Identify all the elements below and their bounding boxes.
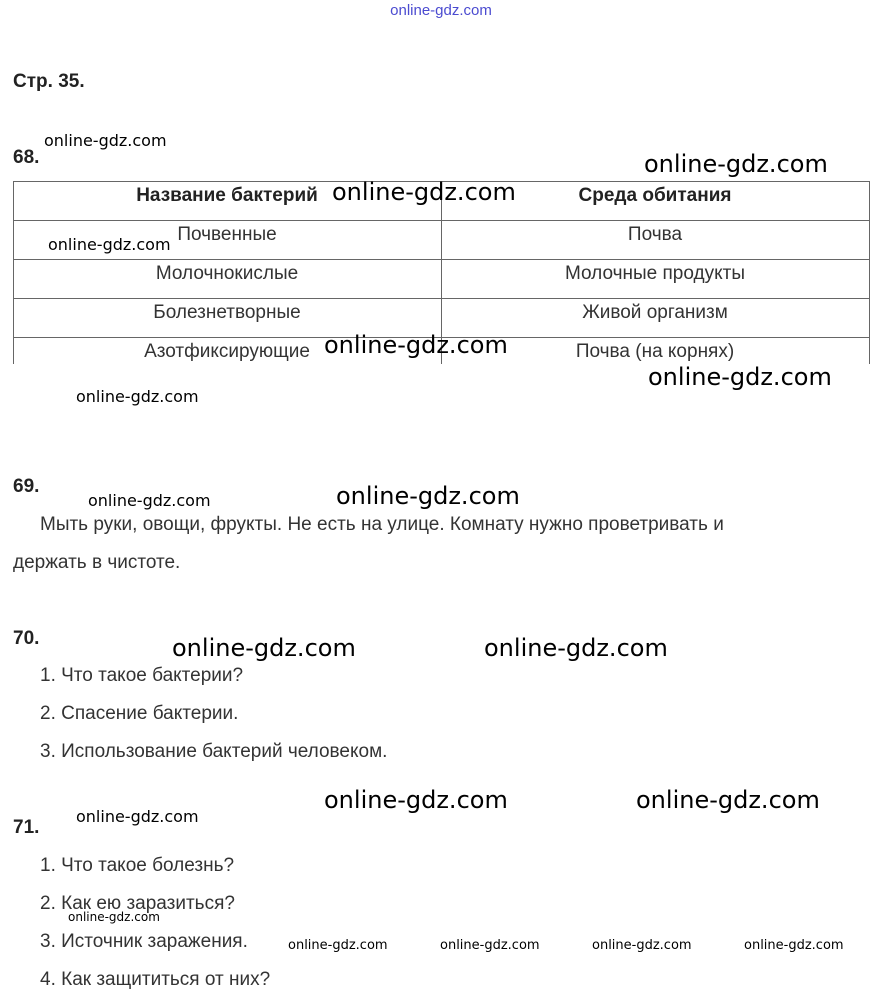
watermark: online-gdz.com: [484, 634, 668, 662]
table-cell: Молочнокислые: [155, 263, 299, 284]
watermark: online-gdz.com: [288, 938, 388, 953]
table-cell: Болезнетворные: [153, 302, 301, 323]
watermark: online-gdz.com: [68, 910, 160, 924]
watermark: online-gdz.com: [440, 938, 540, 953]
table-cell: Почвенные: [177, 224, 277, 245]
task-70-number: 70.: [13, 628, 40, 649]
list-item: 3. Использование бактерий человеком.: [40, 741, 388, 762]
table-cell: Почва (на корнях): [575, 341, 735, 362]
watermark: online-gdz.com: [336, 482, 520, 510]
task-71-number: 71.: [13, 817, 40, 838]
watermark: online-gdz.com: [744, 938, 844, 953]
page-label: Стр. 35.: [13, 71, 85, 92]
watermark: online-gdz.com: [48, 235, 171, 254]
watermark: online-gdz.com: [636, 786, 820, 814]
watermark: online-gdz.com: [88, 491, 211, 510]
watermark: online-gdz.com: [172, 634, 356, 662]
table-header-name: Название бактерий: [136, 185, 318, 206]
table-cell: Молочные продукты: [564, 263, 745, 284]
task-69-line-1: Мыть руки, овощи, фрукты. Не есть на улице. Комнату нужно проветривать и: [40, 514, 724, 535]
table-cell: Живой организм: [582, 302, 728, 323]
list-item: 4. Как защититься от них?: [40, 969, 271, 990]
watermark: online-gdz.com: [44, 131, 167, 150]
list-item: 2. Как ею заразиться?: [40, 893, 235, 914]
table-header-habitat: Среда обитания: [578, 185, 732, 206]
watermark: online-gdz.com: [76, 807, 199, 826]
task-68-number: 68.: [13, 147, 40, 168]
list-item: 1. Что такое болезнь?: [40, 855, 235, 876]
watermark: online-gdz.com: [76, 387, 199, 406]
table-cell: Азотфиксирующие: [144, 341, 310, 362]
task-69-number: 69.: [13, 476, 40, 497]
top-watermark: online-gdz.com: [390, 2, 492, 19]
list-item: 2. Спасение бактерии.: [40, 703, 239, 724]
task-69-line-2: держать в чистоте.: [13, 552, 181, 573]
watermark: online-gdz.com: [324, 786, 508, 814]
table-cell: Почва: [627, 224, 683, 245]
watermark: online-gdz.com: [324, 331, 508, 359]
list-item: 1. Что такое бактерии?: [40, 665, 244, 686]
watermark: online-gdz.com: [648, 363, 832, 391]
list-item: 3. Источник заражения.: [40, 931, 248, 952]
watermark: online-gdz.com: [592, 938, 692, 953]
watermark: online-gdz.com: [644, 150, 828, 178]
watermark: online-gdz.com: [332, 178, 516, 206]
